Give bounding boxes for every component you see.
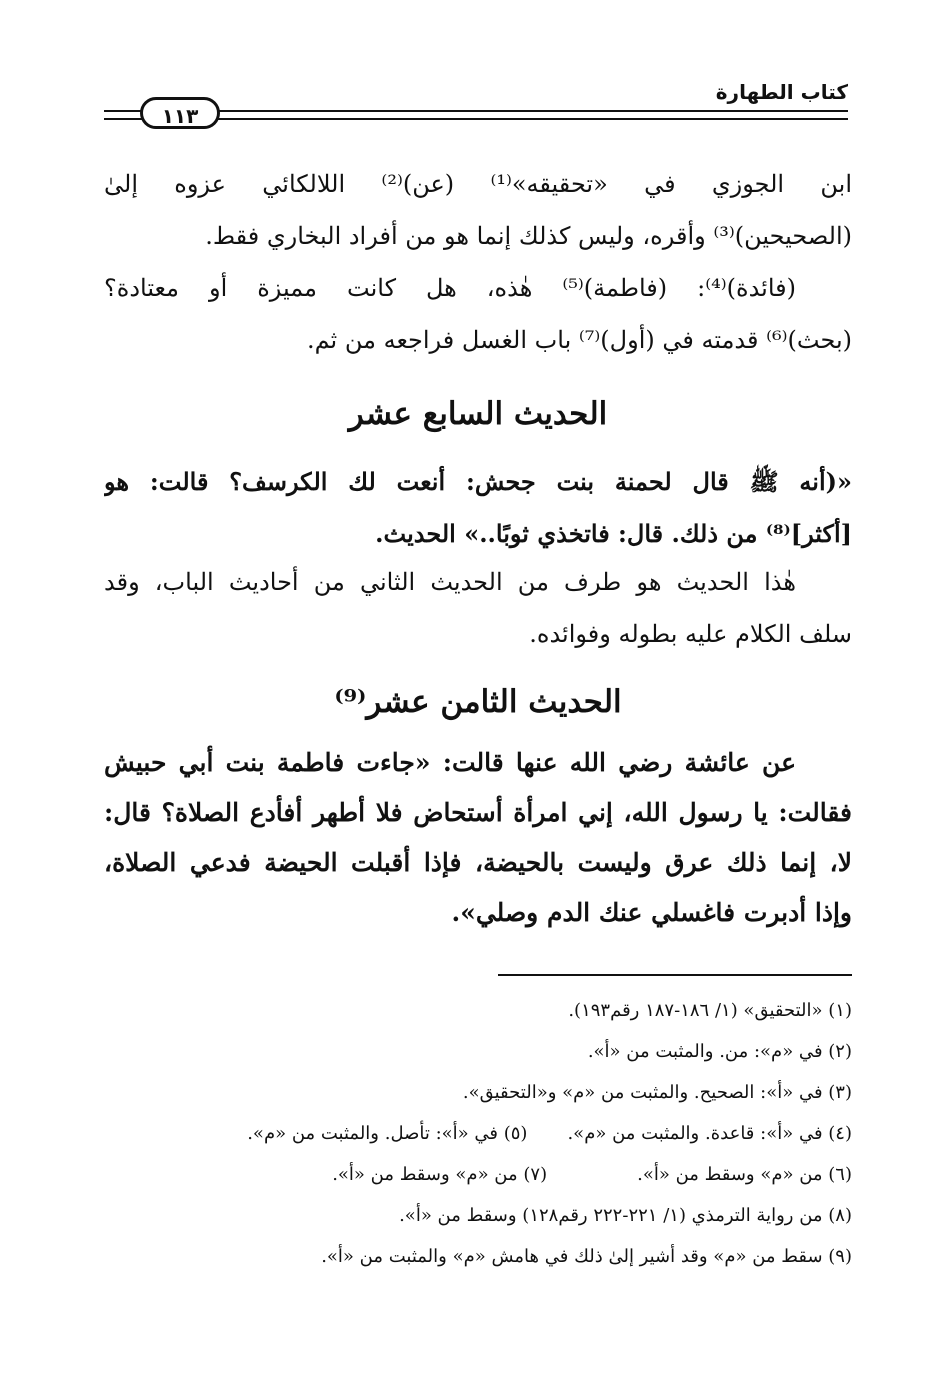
intro-line-3: (فائدة)⁽⁴⁾: (فاطمة)⁽⁵⁾ هٰذه، هل كانت مميزة أو معتادة؟ [104,274,797,302]
running-title: كتاب الطهارة [715,80,848,104]
footnote-1: (١) «التحقيق» (١/ ١٨٦-١٨٧ رقم١٩٣). [568,1000,852,1021]
hadith-17-comment-line-2: سلف الكلام عليه بطوله وفوائده. [529,620,852,648]
footnote-9: (٩) سقط من «م» وقد أشير إلىٰ ذلك في هامش «م» والمثبت من «أ». [321,1246,852,1267]
hadith-18-line-3: لا، إنما ذلك عرق وليست بالحيضة، فإذا أقبلت الحيضة فدعي الصلاة، [104,848,852,877]
footnote-6: (٦) من «م» وسقط من «أ». [637,1164,852,1185]
footnotes [104,990,852,1277]
hadith-18-text [104,738,852,938]
heading-hadith-17: الحديث السابع عشر [348,396,608,432]
page-number: ١١٣ [140,97,220,129]
footnote-row-6-7 [104,1154,852,1195]
intro-line-4: (بحث)⁽⁶⁾ قدمته في (أول)⁽⁷⁾ باب الغسل فراجعه من ثم. [306,326,852,354]
hadith-18-line-4: وإذا أدبرت فاغسلي عنك الدم وصلي». [451,898,852,927]
footnote-2: (٢) في «م»: من. والمثبت من «أ». [587,1041,852,1062]
hadith-17-quote-line-1: «(أنه ﷺ قال لحمنة بنت جحش: أنعت لك الكرسف؟ قالت: هو [104,467,852,496]
heading-hadith-18: الحديث الثامن عشر⁽⁹⁾ [334,684,622,720]
footnote-row-4-5 [104,1113,852,1154]
footnote-4: (٤) في «أ»: قاعدة. والمثبت من «م». [567,1123,852,1144]
hadith-18-line-2: فقالت: يا رسول الله، إني امرأة أستحاض فلا أطهر أفأدع الصلاة؟ قال: [104,798,852,827]
hadith-17-quote [104,456,852,560]
footnote-7: (٧) من «م» وسقط من «أ». [332,1164,548,1185]
hadith-17-comment-line-1: هٰذا الحديث هو طرف من الحديث الثاني من أحاديث الباب، وقد [104,568,797,596]
intro-line-1: ابن الجوزي في «تحقيقه»⁽¹⁾ (عن)⁽²⁾ اللالكائي عزوه إلىٰ [104,170,852,198]
hadith-18-line-1: عن عائشة رضي الله عنها قالت: «جاءت فاطمة بنت أبي حبيش [104,748,797,777]
intro-paragraph [104,158,852,366]
hadith-17-comment [104,556,852,660]
footnote-8: (٨) من رواية الترمذي (١/ ٢٢١-٢٢٢ رقم١٢٨) وسقط من «أ». [399,1205,852,1226]
footnote-separator [498,974,852,976]
hadith-17-quote-line-2: [أكثر]⁽⁸⁾ من ذلك. قال: فاتخذي ثوبًا..» الحديث. [375,519,852,548]
intro-line-2: (الصحيحين)⁽³⁾ وأقره، وليس كذلك إنما هو من أفراد البخاري فقط. [205,222,852,250]
footnote-5: (٥) في «أ»: تأصل. والمثبت من «م». [247,1123,528,1144]
footnote-3: (٣) في «أ»: الصحيح. والمثبت من «م» و«التحقيق». [462,1082,852,1103]
page-header [104,80,848,136]
